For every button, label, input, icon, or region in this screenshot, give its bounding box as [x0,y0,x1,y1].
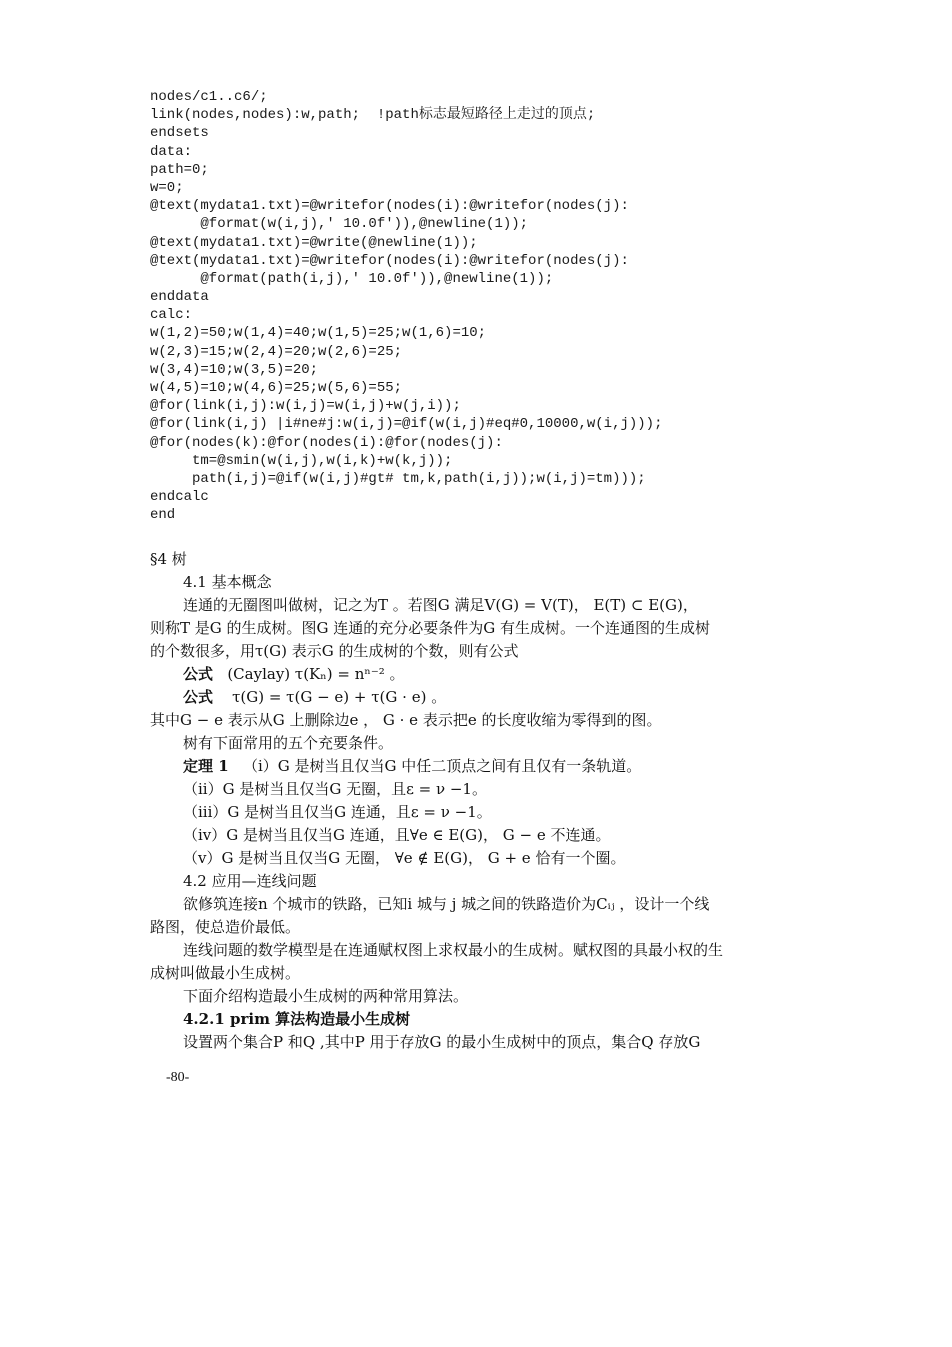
code-line: @for(link(i,j):w(i,j)=w(i,j)+w(j,i)); [150,398,461,415]
page-number: -80- [166,1070,190,1085]
code-line: link(nodes,nodes):w,path; !path标志最短路径上走过的顶点; [150,107,596,124]
code-line: w=0; [150,179,184,196]
code-line: @text(mydata1.txt)=@write(@newline(1)); [150,234,478,251]
paragraph-line: 设置两个集合P 和Q ,其中P 用于存放G 的最小生成树中的顶点，集合Q 存放G [183,1033,701,1051]
paragraph-line: 连线问题的数学模型是在连通赋权图上求权最小的生成树。赋权图的具最小权的生 [183,941,724,959]
code-line: @text(mydata1.txt)=@writefor(nodes(i):@writefor(nodes(j): [150,252,629,269]
paragraph-line: 欲修筑连接n 个城市的铁路，已知i 城与 j 城之间的铁路造价为Cᵢⱼ ，设计一个线 [183,895,710,913]
paragraph-line: 路图，使总造价最低。 [150,918,301,936]
code-line: calc: [150,307,193,324]
paragraph-line: 树有下面常用的五个充要条件。 [183,734,394,752]
subsection-heading: 4.1 基本概念 [183,573,272,591]
subsection-heading: 4.2 应用—连线问题 [183,872,317,890]
code-line: @format(w(i,j),' 10.0f')),@newline(1)); [150,216,529,233]
code-line: data: [150,143,193,160]
formula-label: 公式 [183,665,214,683]
code-line: @format(path(i,j),' 10.0f')),@newline(1)); [150,270,554,287]
code-line: tm=@smin(w(i,j),w(i,k)+w(k,j)); [150,452,453,469]
theorem-condition: （ii）G 是树当且仅当G 无圈，且ε = ν −1。 [183,780,487,798]
code-line: @for(nodes(k):@for(nodes(i):@for(nodes(j): [150,434,503,451]
formula-expression: τ(G) = τ(G − e) + τ(G · e) 。 [232,688,447,706]
code-line: @for(link(i,j) |i#ne#j:w(i,j)=@if(w(i,j)#eq#0,10000,w(i,j))); [150,416,663,433]
paragraph-line: 下面介绍构造最小生成树的两种常用算法。 [183,987,469,1005]
paragraph-line: 成树叫做最小生成树。 [150,964,301,982]
paragraph-line: 连通的无圈图叫做树，记之为T 。若图G 满足V(G) = V(T)， E(T) ⊂ E(G)， [183,596,698,614]
theorem-condition: （iv）G 是树当且仅当G 连通，且∀e ∈ E(G)， G − e 不连通。 [183,826,611,844]
paragraph-line: 其中G − e 表示从G 上删除边e ， G · e 表示把e 的长度收缩为零得到的图。 [150,711,662,729]
theorem-condition: （iii）G 是树当且仅当G 连通，且ε = ν −1。 [183,803,492,821]
section-heading: §4 树 [150,550,187,568]
formula-label: 公式 [183,688,214,706]
theorem-condition: （v）G 是树当且仅当G 无圈， ∀e ∉ E(G)， G + e 恰有一个圈。 [183,849,626,867]
code-line: enddata [150,289,209,306]
theorem-label: 定理 1 [183,757,229,775]
formula-expression: (Caylay) τ(Kₙ) = nⁿ⁻² 。 [227,665,405,683]
paragraph-line: 的个数很多，用τ(G) 表示G 的生成树的个数，则有公式 [150,642,519,660]
section-body [150,548,790,1054]
code-line: @text(mydata1.txt)=@writefor(nodes(i):@writefor(nodes(j): [150,198,629,215]
code-line: endcalc [150,489,209,506]
formula-caylay [150,663,790,686]
code-line: w(1,2)=50;w(1,4)=40;w(1,5)=25;w(1,6)=10; [150,325,487,342]
code-line: path(i,j)=@if(w(i,j)#gt# tm,k,path(i,j));w(i,j)=tm))); [150,470,646,487]
code-block [150,88,662,525]
code-line: end [150,507,176,524]
code-line: path=0; [150,161,209,178]
formula-recursion [150,686,790,709]
paragraph-line: 则称T 是G 的生成树。图G 连通的充分必要条件为G 有生成树。一个连通图的生成树 [150,619,711,637]
subsubsection-heading: 4.2.1 prim 算法构造最小生成树 [183,1010,411,1028]
theorem-first-line [150,755,790,778]
code-line: w(3,4)=10;w(3,5)=20; [150,361,319,378]
code-line: w(4,5)=10;w(4,6)=25;w(5,6)=55; [150,380,403,396]
code-line: w(2,3)=15;w(2,4)=20;w(2,6)=25; [150,343,403,360]
code-line: endsets [150,125,209,142]
theorem-condition: （i）G 是树当且仅当G 中任二顶点之间有且仅有一条轨道。 [242,757,642,775]
code-line: nodes/c1..c6/; [150,89,268,105]
